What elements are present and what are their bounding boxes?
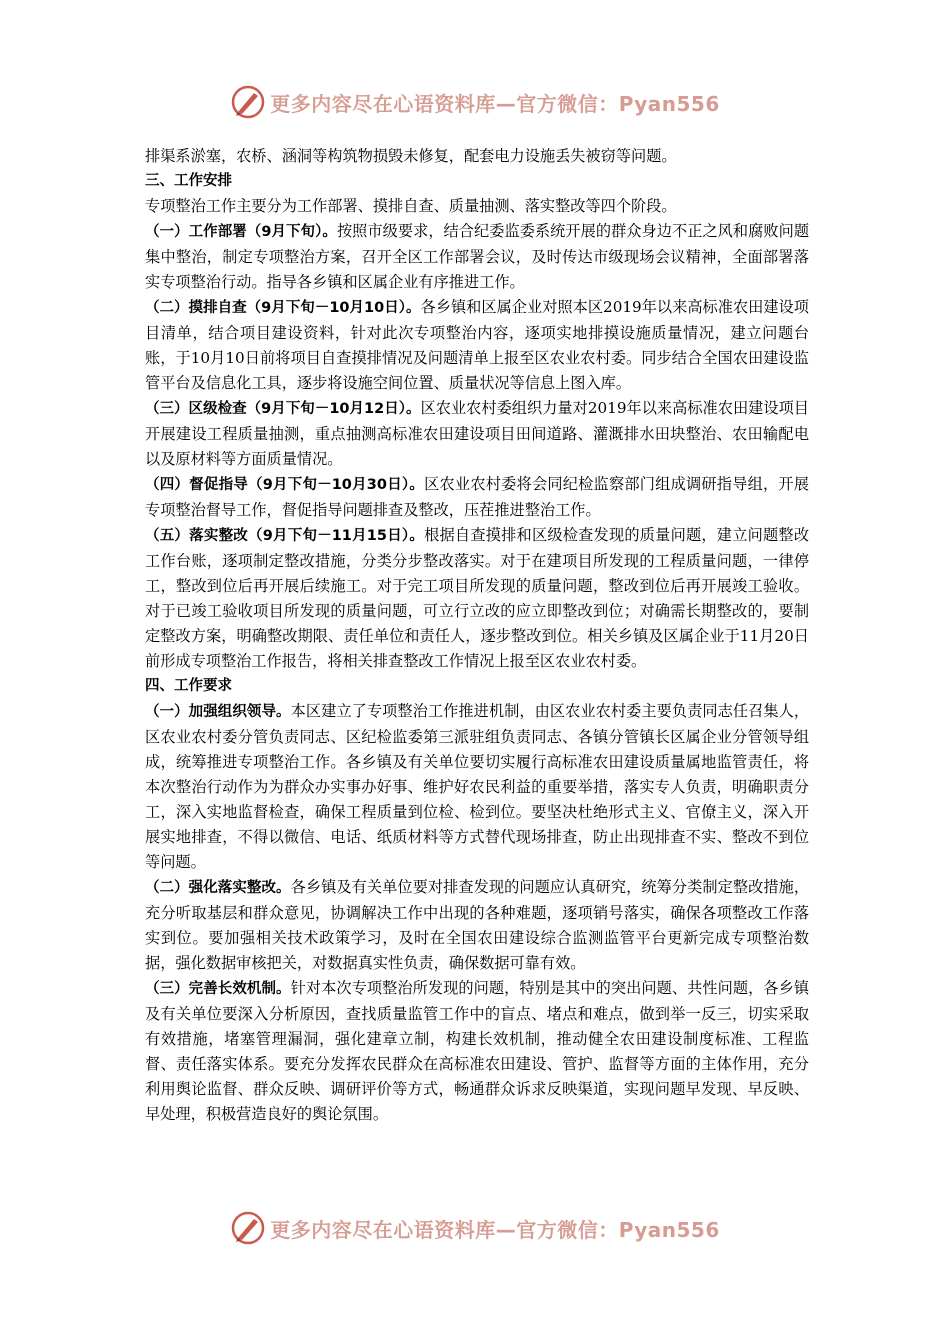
paragraph-text: 区农业农村委组织力量对2019年以来高标准农田建设项目开展建设工程质量抽测，重点抽测高标准农田建设项目田间道路、灌溉排水田块整治、农田输配电以及原材料等方面质量情况。 (145, 399, 809, 468)
paragraph-text: 各乡镇和区属企业对照本区2019年以来高标准农田建设项目清单，结合项目建设资料，针对此次专项整治内容，逐项实地排摸设施质量情况，建立问题台账，于10月10日前将项目自查摸排情况及问题清单上报至区农业农村委。同步结合全国农田建设监管平台及信息化工具，逐步将设施空间位置、质量状况等信息上图入库。 (145, 298, 809, 392)
watermark-banner-bottom (0, 1208, 950, 1248)
paragraph-lead: （二）强化落实整改。 (145, 880, 291, 896)
paragraph-lead: （二）摸排自查（9月下旬－10月10日）。 (145, 300, 421, 316)
document-body (145, 144, 809, 1127)
body-paragraph (145, 219, 809, 295)
body-paragraph (145, 144, 809, 169)
paragraph-text: 按照市级要求，结合纪委监委系统开展的群众身边不正之风和腐败问题集中整治，制定专项整治方案，召开全区工作部署会议，及时传达市级现场会议精神，全面部署落实专项整治行动。指导各乡镇和区属企业有序推进工作。 (145, 222, 810, 291)
watermark-text-top: 更多内容尽在心语资料库—官方微信：Pyan556 (270, 91, 720, 116)
body-paragraph (145, 976, 809, 1127)
paragraph-text: 专项整治工作主要分为工作部署、摸排自查、质量抽测、落实整改等四个阶段。 (145, 197, 677, 215)
watermark-text-bottom: 更多内容尽在心语资料库—官方微信：Pyan556 (270, 1217, 720, 1242)
watermark-banner-top (0, 82, 950, 122)
body-paragraph (145, 699, 809, 875)
paragraph-lead: （四）督促指导（9月下旬－10月30日）。 (145, 477, 425, 493)
body-paragraph (145, 194, 809, 219)
paragraph-text: 排渠系淤塞，农桥、涵洞等构筑物损毁未修复，配套电力设施丢失被窃等问题。 (145, 147, 677, 165)
paragraph-text: 区农业农村委将会同纪检监察部门组成调研指导组，开展专项整治督导工作，督促指导问题排查及整改，压茬推进整治工作。 (145, 475, 810, 519)
body-paragraph (145, 396, 809, 472)
body-paragraph (145, 295, 809, 396)
paragraph-lead: （五）落实整改（9月下旬－11月15日）。 (145, 528, 425, 544)
body-paragraph (145, 472, 809, 523)
paragraph-text: 本区建立了专项整治工作推进机制，由区农业农村委主要负责同志任召集人，区农业农村委分管负责同志、区纪检监委第三派驻组负责同志、各镇分管镇长区属企业分管领导组成，统筹推进专项整治工作。各乡镇及有关单位要切实履行高标准农田建设质量属地监管责任，将本次整治行动作为为群众办实事办好事、维护好农民利益的重要举措，落实专人负责，明确职责分工，深入实地监督检查，确保工程质量到位检、检到位。要坚决杜绝形式主义、官僚主义，深入开展实地排查，不得以微信、电话、纸质材料等方式替代现场排查，防止出现排查不实、整改不到位等问题。 (145, 702, 810, 871)
paragraph-text: 针对本次专项整治所发现的问题，特别是其中的突出问题、共性问题，各乡镇及有关单位要深入分析原因，查找质量监管工作中的盲点、堵点和难点，做到举一反三，切实采取有效措施，堵塞管理漏洞，强化建章立制，构建长效机制，推动健全农田建设制度标准、工程监督、责任落实体系。要充分发挥农民群众在高标准农田建设、管护、监督等方面的主体作用，充分利用舆论监督、群众反映、调研评价等方式，畅通群众诉求反映渠道，实现问题早发现、早反映、早处理，积极营造良好的舆论氛围。 (145, 979, 810, 1123)
paragraph-lead: （一）工作部署（9月下旬）。 (145, 224, 337, 240)
body-paragraph (145, 523, 809, 674)
paragraph-text: 各乡镇及有关单位要对排查发现的问题应认真研究，统筹分类制定整改措施，充分听取基层和群众意见，协调解决工作中出现的各种难题，逐项销号落实，确保各项整改工作落实到位。要加强相关技术政策学习，及时在全国农田建设综合监测监管平台更新完成专项整治数据，强化数据审核把关，对数据真实性负责，确保数据可靠有效。 (145, 878, 810, 972)
pen-logo-icon (230, 1210, 266, 1246)
paragraph-lead: （一）加强组织领导。 (145, 704, 291, 720)
body-paragraph (145, 875, 809, 976)
section-heading: 三、工作安排 (145, 173, 232, 189)
paragraph-text: 根据自查摸排和区级检查发现的质量问题，建立问题整改工作台账，逐项制定整改措施，分类分步整改落实。对于在建项目所发现的工程质量问题，一律停工，整改到位后再开展后续施工。对于完工项目所发现的质量问题，整改到位后再开展竣工验收。对于已竣工验收项目所发现的质量问题，可立行立改的应立即整改到位；对确需长期整改的，要制定整改方案，明确整改期限、责任单位和责任人，逐步整改到位。相关乡镇及区属企业于11月20日前形成专项整治工作报告，将相关排查整改工作情况上报至区农业农村委。 (145, 526, 810, 670)
section-heading: 四、工作要求 (145, 678, 232, 694)
paragraph-lead: （三）区级检查（9月下旬－10月12日）。 (145, 401, 421, 417)
paragraph-lead: （三）完善长效机制。 (145, 981, 291, 997)
pen-logo-icon (230, 84, 266, 120)
